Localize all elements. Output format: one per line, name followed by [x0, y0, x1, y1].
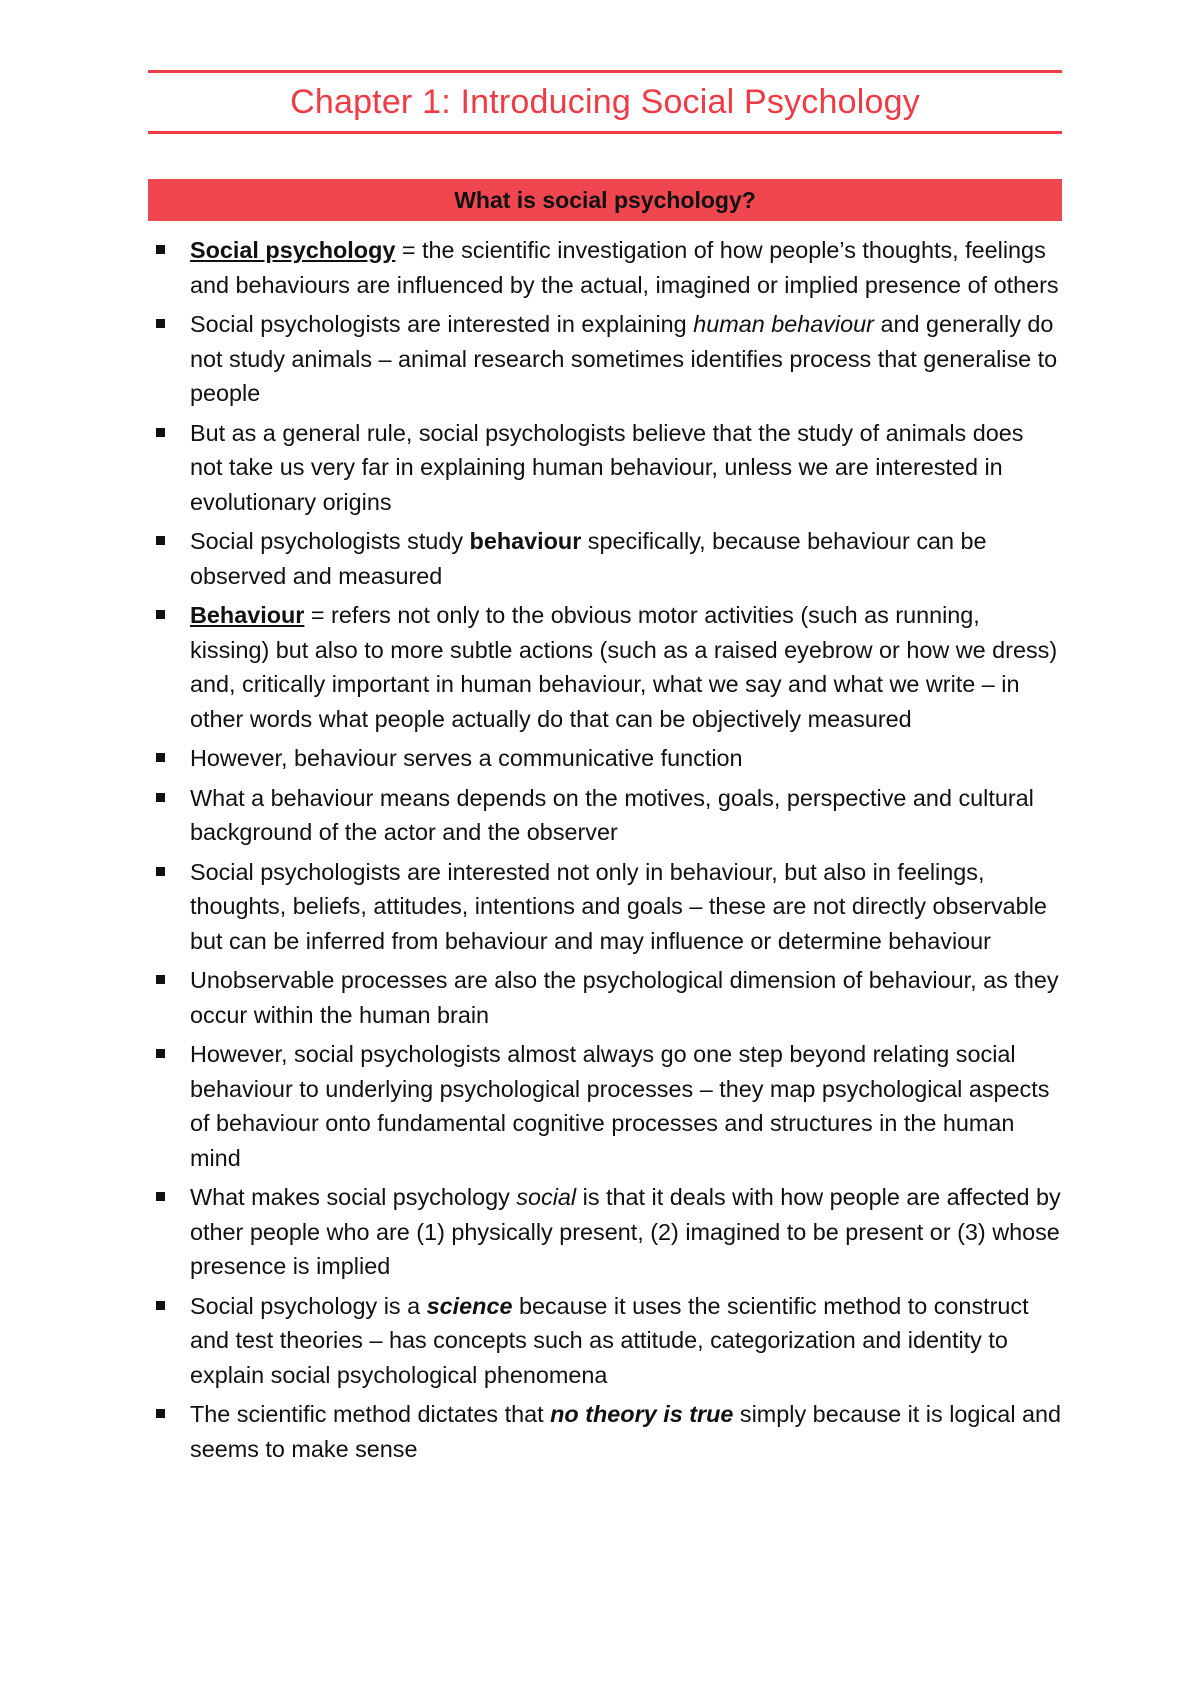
- list-item-text: because it uses the scientific method to construct and test theories – has concepts such as attitude, categorization and identity to explain social psychological phenomena: [190, 1292, 1029, 1388]
- list-item-text: simply because it is logical and seems to make sense: [190, 1401, 1062, 1462]
- square-bullet-icon: [156, 753, 165, 762]
- square-bullet-icon: [156, 319, 165, 328]
- emphasis-text: human behaviour: [693, 311, 874, 337]
- square-bullet-icon: [156, 975, 165, 984]
- square-bullet-icon: [156, 867, 165, 876]
- list-item-text: = refers not only to the obvious motor activities (such as running, kissing) but also to more subtle actions (such as a raised eyebrow or how we dress) and, critically important in human behaviour, what we say and what we write – in other words what people actually do that can be objectively measured: [190, 602, 1058, 732]
- list-item: [148, 416, 1062, 520]
- list-item-text: However, behaviour serves a communicative function: [190, 745, 743, 771]
- list-item-text: Social psychologists are interested in explaining: [190, 311, 694, 337]
- list-item: [148, 233, 1062, 302]
- square-bullet-icon: [156, 428, 165, 437]
- list-item: [148, 598, 1062, 736]
- list-item-text: Social psychologists are interested not only in behaviour, but also in feelings, thoughts, beliefs, attitudes, intentions and goals – these are not directly observable but can be inferred from behaviour and may influence or determine behaviour: [190, 858, 1047, 954]
- list-item: [148, 1037, 1062, 1175]
- strong-text: behaviour: [469, 528, 582, 554]
- list-item-text: Unobservable processes are also the psychological dimension of behaviour, as they occur within the human brain: [190, 967, 1059, 1028]
- list-item: [148, 307, 1062, 411]
- chapter-title: Chapter 1: Introducing Social Psychology: [290, 83, 920, 121]
- document-page: [148, 70, 1062, 1471]
- square-bullet-icon: [156, 793, 165, 802]
- defined-term: Behaviour: [190, 602, 305, 628]
- list-item-text: What makes social psychology: [190, 1184, 517, 1210]
- square-bullet-icon: [156, 1049, 165, 1058]
- list-item: [148, 1289, 1062, 1393]
- list-item-text: specifically, because behaviour can be observed and measured: [190, 528, 987, 589]
- list-item: [148, 1397, 1062, 1466]
- title-bottom-rule: [148, 131, 1062, 134]
- list-item-text: is that it deals with how people are affected by other people who are (1) physically present, (2) imagined to be present or (3) whose presence is implied: [190, 1184, 1061, 1279]
- list-item: [148, 524, 1062, 593]
- section-heading: What is social psychology?: [148, 179, 1062, 221]
- list-item: [148, 855, 1062, 959]
- square-bullet-icon: [156, 1192, 165, 1201]
- list-item-text: The scientific method dictates that: [190, 1401, 551, 1427]
- square-bullet-icon: [156, 1301, 165, 1310]
- list-item-text: = the scientific investigation of how people’s thoughts, feelings and behaviours are influenced by the actual, imagined or implied presence of others: [190, 237, 1059, 298]
- list-item-text: However, social psychologists almost always go one step beyond relating social behaviour to underlying psychological processes – they map psychological aspects of behaviour onto fundamental cognitive processes and structures in the human mind: [190, 1041, 1050, 1171]
- list-item-text: Social psychologists study: [190, 528, 470, 554]
- list-item: [148, 963, 1062, 1032]
- defined-term: Social psychology: [190, 237, 396, 263]
- strong-emphasis-text: science: [426, 1292, 513, 1319]
- square-bullet-icon: [156, 1409, 165, 1418]
- list-item: [148, 741, 1062, 776]
- list-item-text: But as a general rule, social psychologists believe that the study of animals does not take us very far in explaining human behaviour, unless we are interested in evolutionary origins: [190, 419, 1024, 515]
- list-item-text: What a behaviour means depends on the motives, goals, perspective and cultural background of the actor and the observer: [190, 784, 1034, 845]
- list-item-text: Social psychology is a: [190, 1292, 427, 1319]
- square-bullet-icon: [156, 245, 165, 254]
- list-item: [148, 781, 1062, 850]
- square-bullet-icon: [156, 536, 165, 545]
- list-item: [148, 1180, 1062, 1284]
- list-item-text: and generally do not study animals – animal research sometimes identifies process that generalise to people: [190, 311, 1058, 406]
- square-bullet-icon: [156, 610, 165, 619]
- title-top-rule: [148, 70, 1062, 73]
- strong-emphasis-text: no theory is true: [550, 1401, 734, 1427]
- bullet-list: [148, 233, 1062, 1466]
- emphasis-text: social: [516, 1184, 577, 1210]
